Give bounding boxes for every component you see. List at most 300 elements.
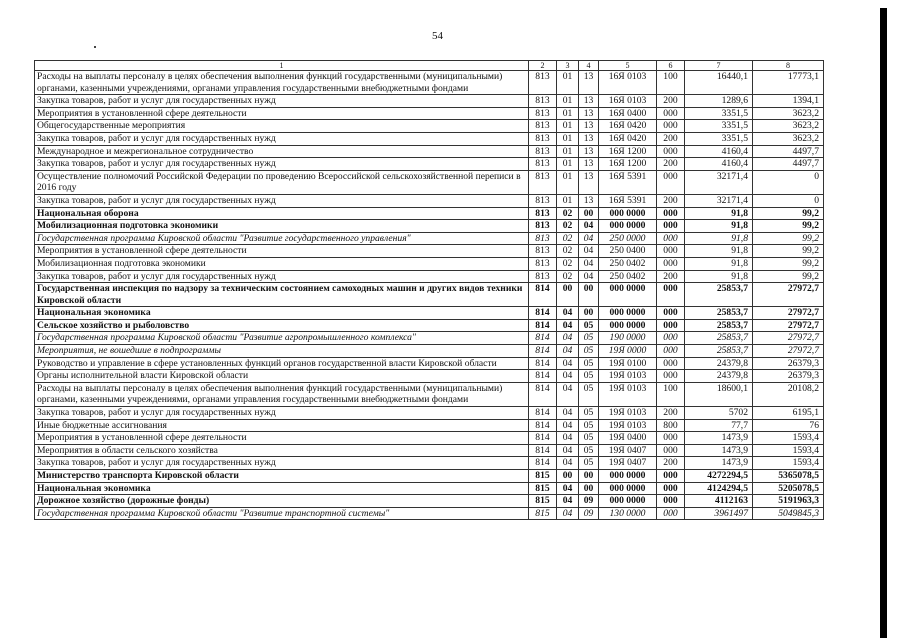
amount-2018: 3623,2 (753, 132, 824, 145)
amount-2018: 99,2 (753, 220, 824, 233)
section-code: 02 (557, 245, 579, 258)
table-row (35, 132, 824, 145)
amount-2018: 27972,7 (753, 307, 824, 320)
subsection-code: 04 (579, 220, 599, 233)
subsection-code: 13 (579, 194, 599, 207)
amount-2017: 25853,7 (685, 319, 753, 332)
expense-type-code: 200 (657, 270, 685, 283)
target-article-code: 190 0000 (599, 332, 657, 345)
table-row (35, 444, 824, 457)
section-code: 01 (557, 95, 579, 108)
subsection-code: 13 (579, 95, 599, 108)
amount-2017: 4124294,5 (685, 482, 753, 495)
amount-2018: 1394,1 (753, 95, 824, 108)
amount-2017: 24379,8 (685, 357, 753, 370)
row-name: Национальная экономика (35, 307, 529, 320)
expense-type-code: 000 (657, 257, 685, 270)
expense-type-code: 200 (657, 407, 685, 420)
amount-2017: 3351,5 (685, 107, 753, 120)
target-article-code: 16Я 0103 (599, 71, 657, 95)
ministry-code: 814 (529, 319, 557, 332)
section-code: 04 (557, 507, 579, 520)
amount-2018: 3623,2 (753, 107, 824, 120)
target-article-code: 19Я 0103 (599, 419, 657, 432)
ministry-code: 813 (529, 95, 557, 108)
amount-2018: 0 (753, 170, 824, 194)
subsection-code: 05 (579, 407, 599, 420)
subsection-code: 05 (579, 432, 599, 445)
ministry-code: 815 (529, 482, 557, 495)
section-code: 01 (557, 194, 579, 207)
ministry-code: 813 (529, 107, 557, 120)
table-row (35, 170, 824, 194)
section-code: 02 (557, 207, 579, 220)
amount-2017: 91,8 (685, 270, 753, 283)
expense-type-code: 000 (657, 120, 685, 133)
row-name: Закупка товаров, работ и услуг для государственных нужд (35, 95, 529, 108)
amount-2017: 3961497 (685, 507, 753, 520)
subsection-code: 13 (579, 132, 599, 145)
ministry-code: 813 (529, 232, 557, 245)
target-article-code: 000 0000 (599, 319, 657, 332)
target-article-code: 19Я 0100 (599, 357, 657, 370)
table-row (35, 319, 824, 332)
table-row (35, 482, 824, 495)
expense-type-code: 000 (657, 170, 685, 194)
table-row (35, 194, 824, 207)
expense-type-code: 200 (657, 132, 685, 145)
amount-2018: 27972,7 (753, 283, 824, 307)
amount-2017: 4160,4 (685, 145, 753, 158)
table-row (35, 345, 824, 358)
target-article-code: 19Я 0407 (599, 457, 657, 470)
expense-type-code: 000 (657, 220, 685, 233)
expense-type-code: 000 (657, 307, 685, 320)
target-article-code: 19Я 0407 (599, 444, 657, 457)
expense-type-code: 000 (657, 470, 685, 483)
amount-2018: 99,2 (753, 232, 824, 245)
row-name: Мобилизационная подготовка экономики (35, 220, 529, 233)
section-code: 01 (557, 71, 579, 95)
expense-type-code: 000 (657, 357, 685, 370)
target-article-code: 16Я 0103 (599, 95, 657, 108)
amount-2018: 99,2 (753, 207, 824, 220)
amount-2017: 91,8 (685, 232, 753, 245)
ministry-code: 814 (529, 407, 557, 420)
amount-2017: 5702 (685, 407, 753, 420)
subsection-code: 05 (579, 332, 599, 345)
table-row (35, 382, 824, 406)
table-header-row (35, 61, 824, 71)
row-name: Сельское хозяйство и рыболовство (35, 319, 529, 332)
table-row (35, 257, 824, 270)
ministry-code: 814 (529, 457, 557, 470)
amount-2018: 99,2 (753, 270, 824, 283)
section-code: 01 (557, 145, 579, 158)
row-name: Мероприятия в установленной сфере деятельности (35, 245, 529, 258)
table-row (35, 207, 824, 220)
amount-2018: 27972,7 (753, 319, 824, 332)
expense-type-code: 000 (657, 482, 685, 495)
table-row (35, 120, 824, 133)
expense-type-code: 000 (657, 345, 685, 358)
target-article-code: 16Я 0420 (599, 120, 657, 133)
amount-2017: 1473,9 (685, 444, 753, 457)
target-article-code: 16Я 5391 (599, 194, 657, 207)
amount-2017: 25853,7 (685, 345, 753, 358)
subsection-code: 13 (579, 120, 599, 133)
target-article-code: 000 0000 (599, 220, 657, 233)
subsection-code: 05 (579, 457, 599, 470)
row-name: Закупка товаров, работ и услуг для государственных нужд (35, 158, 529, 171)
expense-type-code: 000 (657, 370, 685, 383)
ministry-code: 815 (529, 470, 557, 483)
expense-type-code: 200 (657, 95, 685, 108)
subsection-code: 09 (579, 507, 599, 520)
ministry-code: 813 (529, 170, 557, 194)
row-name: Закупка товаров, работ и услуг для государственных нужд (35, 457, 529, 470)
amount-2017: 25853,7 (685, 332, 753, 345)
row-name: Государственная программа Кировской области "Развитие транспортной системы" (35, 507, 529, 520)
amount-2017: 91,8 (685, 257, 753, 270)
target-article-code: 000 0000 (599, 495, 657, 508)
table-row (35, 507, 824, 520)
subsection-code: 13 (579, 158, 599, 171)
ministry-code: 814 (529, 345, 557, 358)
ministry-code: 814 (529, 432, 557, 445)
table-row (35, 220, 824, 233)
row-name: Закупка товаров, работ и услуг для государственных нужд (35, 270, 529, 283)
ministry-code: 815 (529, 495, 557, 508)
section-code: 04 (557, 457, 579, 470)
section-code: 04 (557, 495, 579, 508)
table-row (35, 357, 824, 370)
amount-2018: 0 (753, 194, 824, 207)
target-article-code: 250 0402 (599, 257, 657, 270)
section-code: 04 (557, 407, 579, 420)
section-code: 01 (557, 170, 579, 194)
amount-2018: 76 (753, 419, 824, 432)
amount-2017: 77,7 (685, 419, 753, 432)
table-row (35, 232, 824, 245)
subsection-code: 13 (579, 107, 599, 120)
section-code: 04 (557, 482, 579, 495)
subsection-code: 09 (579, 495, 599, 508)
row-name: Государственная программа Кировской области "Развитие государственного управления" (35, 232, 529, 245)
target-article-code: 16Я 0400 (599, 107, 657, 120)
expense-type-code: 000 (657, 507, 685, 520)
target-article-code: 19Я 0103 (599, 407, 657, 420)
expense-type-code: 000 (657, 319, 685, 332)
column-header: 7 (685, 61, 753, 71)
ministry-code: 813 (529, 245, 557, 258)
amount-2017: 25853,7 (685, 307, 753, 320)
ministry-code: 814 (529, 332, 557, 345)
column-header: 8 (753, 61, 824, 71)
amount-2017: 4160,4 (685, 158, 753, 171)
subsection-code: 13 (579, 170, 599, 194)
amount-2018: 4497,7 (753, 145, 824, 158)
subsection-code: 04 (579, 232, 599, 245)
target-article-code: 16Я 1200 (599, 145, 657, 158)
row-name: Государственная инспекция по надзору за техническим состоянием самоходных машин и других видов техники Кировской области (35, 283, 529, 307)
amount-2018: 27972,7 (753, 345, 824, 358)
table-row (35, 145, 824, 158)
amount-2018: 1593,4 (753, 444, 824, 457)
page-number: 54 (432, 30, 443, 42)
column-header: 6 (657, 61, 685, 71)
table-row (35, 432, 824, 445)
section-code: 02 (557, 232, 579, 245)
section-code: 04 (557, 419, 579, 432)
scan-artifact-dot (94, 46, 96, 48)
column-header: 1 (35, 61, 529, 71)
amount-2017: 32171,4 (685, 194, 753, 207)
table-row (35, 407, 824, 420)
subsection-code: 13 (579, 71, 599, 95)
table-body (35, 71, 824, 520)
subsection-code: 13 (579, 145, 599, 158)
budget-table (34, 60, 824, 520)
section-code: 04 (557, 444, 579, 457)
table-row (35, 107, 824, 120)
target-article-code: 19Я 0400 (599, 432, 657, 445)
amount-2017: 4112163 (685, 495, 753, 508)
target-article-code: 000 0000 (599, 207, 657, 220)
subsection-code: 05 (579, 444, 599, 457)
table-row (35, 419, 824, 432)
ministry-code: 813 (529, 270, 557, 283)
row-name: Мероприятия в области сельского хозяйства (35, 444, 529, 457)
subsection-code: 05 (579, 345, 599, 358)
target-article-code: 000 0000 (599, 283, 657, 307)
target-article-code: 16Я 1200 (599, 158, 657, 171)
amount-2017: 91,8 (685, 245, 753, 258)
amount-2017: 3351,5 (685, 132, 753, 145)
row-name: Расходы на выплаты персоналу в целях обеспечения выполнения функций государственными (муниципальными) органами, казенными учреждениями, органами управления государственными внебюджетными фондами (35, 382, 529, 406)
column-header: 3 (557, 61, 579, 71)
amount-2018: 99,2 (753, 245, 824, 258)
amount-2018: 5049845,3 (753, 507, 824, 520)
ministry-code: 815 (529, 507, 557, 520)
row-name: Иные бюджетные ассигнования (35, 419, 529, 432)
target-article-code: 250 0402 (599, 270, 657, 283)
expense-type-code: 200 (657, 158, 685, 171)
amount-2018: 6195,1 (753, 407, 824, 420)
ministry-code: 813 (529, 194, 557, 207)
amount-2018: 1593,4 (753, 457, 824, 470)
section-code: 04 (557, 307, 579, 320)
row-name: Мероприятия в установленной сфере деятельности (35, 432, 529, 445)
subsection-code: 05 (579, 382, 599, 406)
row-name: Расходы на выплаты персоналу в целях обеспечения выполнения функций государственными (муниципальными) органами, казенными учреждениями, органами управления государственными внебюджетными фондами (35, 71, 529, 95)
amount-2018: 26379,3 (753, 370, 824, 383)
table-row (35, 270, 824, 283)
amount-2017: 16440,1 (685, 71, 753, 95)
row-name: Руководство и управление в сфере установленных функций органов государственной власти Кировской области (35, 357, 529, 370)
amount-2017: 91,8 (685, 220, 753, 233)
row-name: Национальная экономика (35, 482, 529, 495)
expense-type-code: 000 (657, 207, 685, 220)
subsection-code: 04 (579, 245, 599, 258)
target-article-code: 19Я 0103 (599, 370, 657, 383)
row-name: Закупка товаров, работ и услуг для государственных нужд (35, 194, 529, 207)
ministry-code: 814 (529, 382, 557, 406)
section-code: 00 (557, 470, 579, 483)
amount-2018: 3623,2 (753, 120, 824, 133)
section-code: 04 (557, 432, 579, 445)
expense-type-code: 200 (657, 194, 685, 207)
section-code: 04 (557, 370, 579, 383)
amount-2017: 32171,4 (685, 170, 753, 194)
row-name: Осуществление полномочий Российской Федерации по проведению Всероссийской сельскохозяйственной переписи в 2016 году (35, 170, 529, 194)
ministry-code: 813 (529, 145, 557, 158)
expense-type-code: 000 (657, 232, 685, 245)
column-header: 4 (579, 61, 599, 71)
row-name: Общегосударственные мероприятия (35, 120, 529, 133)
section-code: 04 (557, 345, 579, 358)
section-code: 01 (557, 120, 579, 133)
expense-type-code: 100 (657, 382, 685, 406)
table-row (35, 332, 824, 345)
ministry-code: 814 (529, 357, 557, 370)
amount-2018: 99,2 (753, 257, 824, 270)
amount-2018: 17773,1 (753, 71, 824, 95)
subsection-code: 05 (579, 370, 599, 383)
subsection-code: 00 (579, 283, 599, 307)
table-row (35, 245, 824, 258)
target-article-code: 000 0000 (599, 482, 657, 495)
target-article-code: 16Я 5391 (599, 170, 657, 194)
table-row (35, 370, 824, 383)
target-article-code: 130 0000 (599, 507, 657, 520)
section-code: 04 (557, 357, 579, 370)
target-article-code: 250 0400 (599, 245, 657, 258)
amount-2017: 24379,8 (685, 370, 753, 383)
subsection-code: 04 (579, 270, 599, 283)
subsection-code: 05 (579, 319, 599, 332)
table-row (35, 470, 824, 483)
ministry-code: 814 (529, 283, 557, 307)
target-article-code: 16Я 0420 (599, 132, 657, 145)
subsection-code: 00 (579, 470, 599, 483)
ministry-code: 813 (529, 220, 557, 233)
table-row (35, 71, 824, 95)
ministry-code: 813 (529, 71, 557, 95)
amount-2018: 4497,7 (753, 158, 824, 171)
scan-edge-bar (880, 8, 887, 638)
row-name: Органы исполнительной власти Кировской области (35, 370, 529, 383)
table-row (35, 495, 824, 508)
ministry-code: 813 (529, 132, 557, 145)
ministry-code: 814 (529, 419, 557, 432)
amount-2017: 91,8 (685, 207, 753, 220)
section-code: 01 (557, 132, 579, 145)
expense-type-code: 000 (657, 107, 685, 120)
ministry-code: 813 (529, 120, 557, 133)
section-code: 04 (557, 332, 579, 345)
row-name: Мероприятия в установленной сфере деятельности (35, 107, 529, 120)
column-header: 2 (529, 61, 557, 71)
section-code: 02 (557, 257, 579, 270)
target-article-code: 250 0000 (599, 232, 657, 245)
table-row (35, 158, 824, 171)
expense-type-code: 800 (657, 419, 685, 432)
amount-2017: 1473,9 (685, 457, 753, 470)
target-article-code: 19Я 0000 (599, 345, 657, 358)
amount-2017: 25853,7 (685, 283, 753, 307)
row-name: Государственная программа Кировской области "Развитие агропромышленного комплекса" (35, 332, 529, 345)
amount-2018: 5365078,5 (753, 470, 824, 483)
section-code: 04 (557, 382, 579, 406)
amount-2018: 20108,2 (753, 382, 824, 406)
expense-type-code: 000 (657, 332, 685, 345)
table-row (35, 307, 824, 320)
section-code: 00 (557, 283, 579, 307)
ministry-code: 814 (529, 444, 557, 457)
row-name: Международное и межрегиональное сотрудничество (35, 145, 529, 158)
ministry-code: 813 (529, 158, 557, 171)
row-name: Дорожное хозяйство (дорожные фонды) (35, 495, 529, 508)
amount-2017: 18600,1 (685, 382, 753, 406)
amount-2018: 5191963,3 (753, 495, 824, 508)
ministry-code: 814 (529, 370, 557, 383)
section-code: 01 (557, 107, 579, 120)
row-name: Закупка товаров, работ и услуг для государственных нужд (35, 407, 529, 420)
subsection-code: 00 (579, 307, 599, 320)
ministry-code: 813 (529, 207, 557, 220)
section-code: 02 (557, 220, 579, 233)
table-row (35, 95, 824, 108)
table-row (35, 457, 824, 470)
amount-2018: 5205078,5 (753, 482, 824, 495)
subsection-code: 00 (579, 207, 599, 220)
subsection-code: 05 (579, 357, 599, 370)
expense-type-code: 000 (657, 432, 685, 445)
table-row (35, 283, 824, 307)
row-name: Мобилизационная подготовка экономики (35, 257, 529, 270)
amount-2018: 1593,4 (753, 432, 824, 445)
expense-type-code: 200 (657, 457, 685, 470)
row-name: Закупка товаров, работ и услуг для государственных нужд (35, 132, 529, 145)
row-name: Мероприятия, не вошедшие в подпрограммы (35, 345, 529, 358)
target-article-code: 000 0000 (599, 307, 657, 320)
amount-2017: 1289,6 (685, 95, 753, 108)
target-article-code: 19Я 0103 (599, 382, 657, 406)
expense-type-code: 000 (657, 245, 685, 258)
section-code: 01 (557, 158, 579, 171)
expense-type-code: 000 (657, 283, 685, 307)
amount-2017: 4272294,5 (685, 470, 753, 483)
expense-type-code: 000 (657, 145, 685, 158)
section-code: 02 (557, 270, 579, 283)
row-name: Министерство транспорта Кировской области (35, 470, 529, 483)
amount-2017: 3351,5 (685, 120, 753, 133)
subsection-code: 04 (579, 257, 599, 270)
amount-2017: 1473,9 (685, 432, 753, 445)
ministry-code: 813 (529, 257, 557, 270)
section-code: 04 (557, 319, 579, 332)
expense-type-code: 100 (657, 71, 685, 95)
expense-type-code: 000 (657, 444, 685, 457)
amount-2018: 27972,7 (753, 332, 824, 345)
ministry-code: 814 (529, 307, 557, 320)
row-name: Национальная оборона (35, 207, 529, 220)
expense-type-code: 000 (657, 495, 685, 508)
subsection-code: 00 (579, 482, 599, 495)
amount-2018: 26379,3 (753, 357, 824, 370)
target-article-code: 000 0000 (599, 470, 657, 483)
